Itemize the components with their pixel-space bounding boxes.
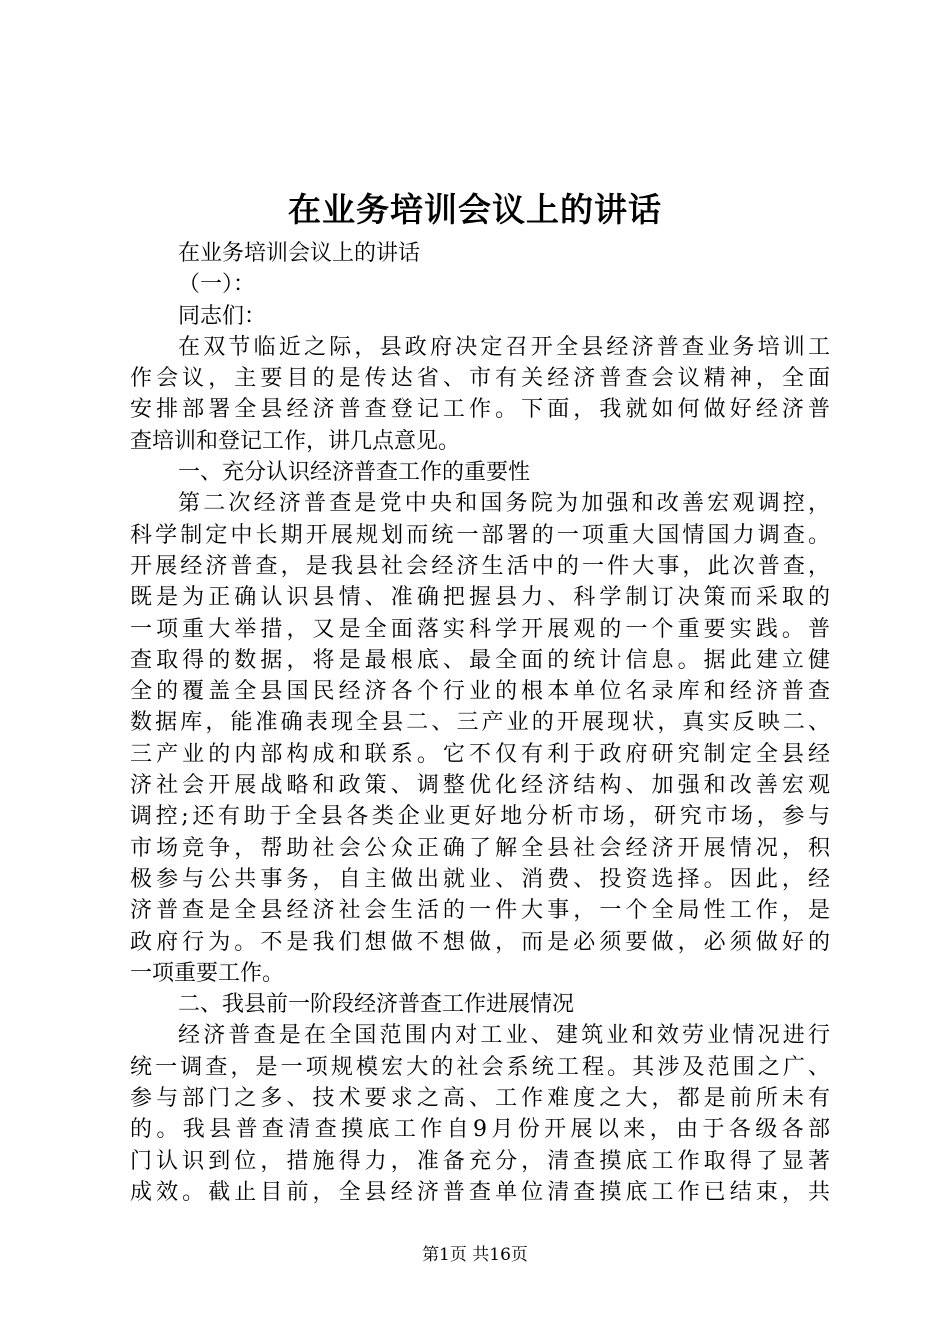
text-line: 一项重大举措，又是全面落实科学开展观的一个重要实践。普 xyxy=(130,616,830,642)
text-line: 作会议，主要目的是传达省、市有关经济普查会议精神，全面 xyxy=(130,366,830,392)
text-line: 三产业的内部构成和联系。它不仅有利于政府研究制定全县经 xyxy=(130,741,830,767)
text-line: 数据库，能准确表现全县二、三产业的开展现状，真实反映二、 xyxy=(130,710,830,736)
text-line: 一、充分认识经济普查工作的重要性 xyxy=(178,460,531,486)
text-line: 门认识到位，措施得力，准备充分，清查摸底工作取得了显著 xyxy=(130,1148,830,1174)
text-line: 济普查是全县经济社会生活的一件大事，一个全局性工作，是 xyxy=(130,898,830,924)
text-line: 第二次经济普查是党中央和国务院为加强和改善宏观调控， xyxy=(178,491,830,517)
text-line: 在双节临近之际，县政府决定召开全县经济普查业务培训工 xyxy=(178,334,830,360)
text-line: 二、我县前一阶段经济普查工作进展情况 xyxy=(178,992,575,1018)
document-title: 在业务培训会议上的讲话 xyxy=(288,190,662,229)
text-line: （一）： xyxy=(178,272,256,298)
text-line: 科学制定中长期开展规划而统一部署的一项重大国情国力调查。 xyxy=(130,522,830,548)
text-line: 政府行为。不是我们想做不想做，而是必须要做，必须做好的 xyxy=(130,929,830,955)
text-line: 统一调查，是一项规模宏大的社会系统工程。其涉及范围之广、 xyxy=(130,1054,830,1080)
text-line: 既是为正确认识县情、准确把握县力、科学制订决策而采取的 xyxy=(130,585,830,611)
text-line: 极参与公共事务，自主做出就业、消费、投资选择。因此，经 xyxy=(130,866,830,892)
text-line: 开展经济普查，是我县社会经济生活中的一件大事，此次普查， xyxy=(130,553,830,579)
text-line: 调控;还有助于全县各类企业更好地分析市场，研究市场，参与 xyxy=(130,804,830,830)
text-line: 成效。截止目前，全县经济普查单位清查摸底工作已结束，共 xyxy=(130,1179,830,1205)
text-line: 参与部门之多、技术要求之高、工作难度之大，都是前所未有 xyxy=(130,1086,830,1112)
text-line: 经济普查是在全国范围内对工业、建筑业和效劳业情况进行 xyxy=(178,1023,830,1049)
text-line: 市场竞争，帮助社会公众正确了解全县社会经济开展情况，积 xyxy=(130,835,830,861)
text-line: 在业务培训会议上的讲话 xyxy=(178,241,421,266)
page-footer: 第1页 共16页 xyxy=(422,1245,528,1265)
text-line: 同志们： xyxy=(178,303,267,329)
document-body xyxy=(130,238,830,1208)
text-line: 的。我县普查清查摸底工作自9月份开展以来，由于各级各部 xyxy=(130,1117,830,1143)
text-line: 安排部署全县经济普查登记工作。下面，我就如何做好经济普 xyxy=(130,397,830,423)
text-line: 查取得的数据，将是最根底、最全面的统计信息。据此建立健 xyxy=(130,647,830,673)
text-line: 全的覆盖全县国民经济各个行业的根本单位名录库和经济普查 xyxy=(130,679,830,705)
text-line: 济社会开展战略和政策、调整优化经济结构、加强和改善宏观 xyxy=(130,773,830,799)
text-line: 查培训和登记工作，讲几点意见。 xyxy=(130,428,461,454)
text-line: 一项重要工作。 xyxy=(130,960,285,986)
